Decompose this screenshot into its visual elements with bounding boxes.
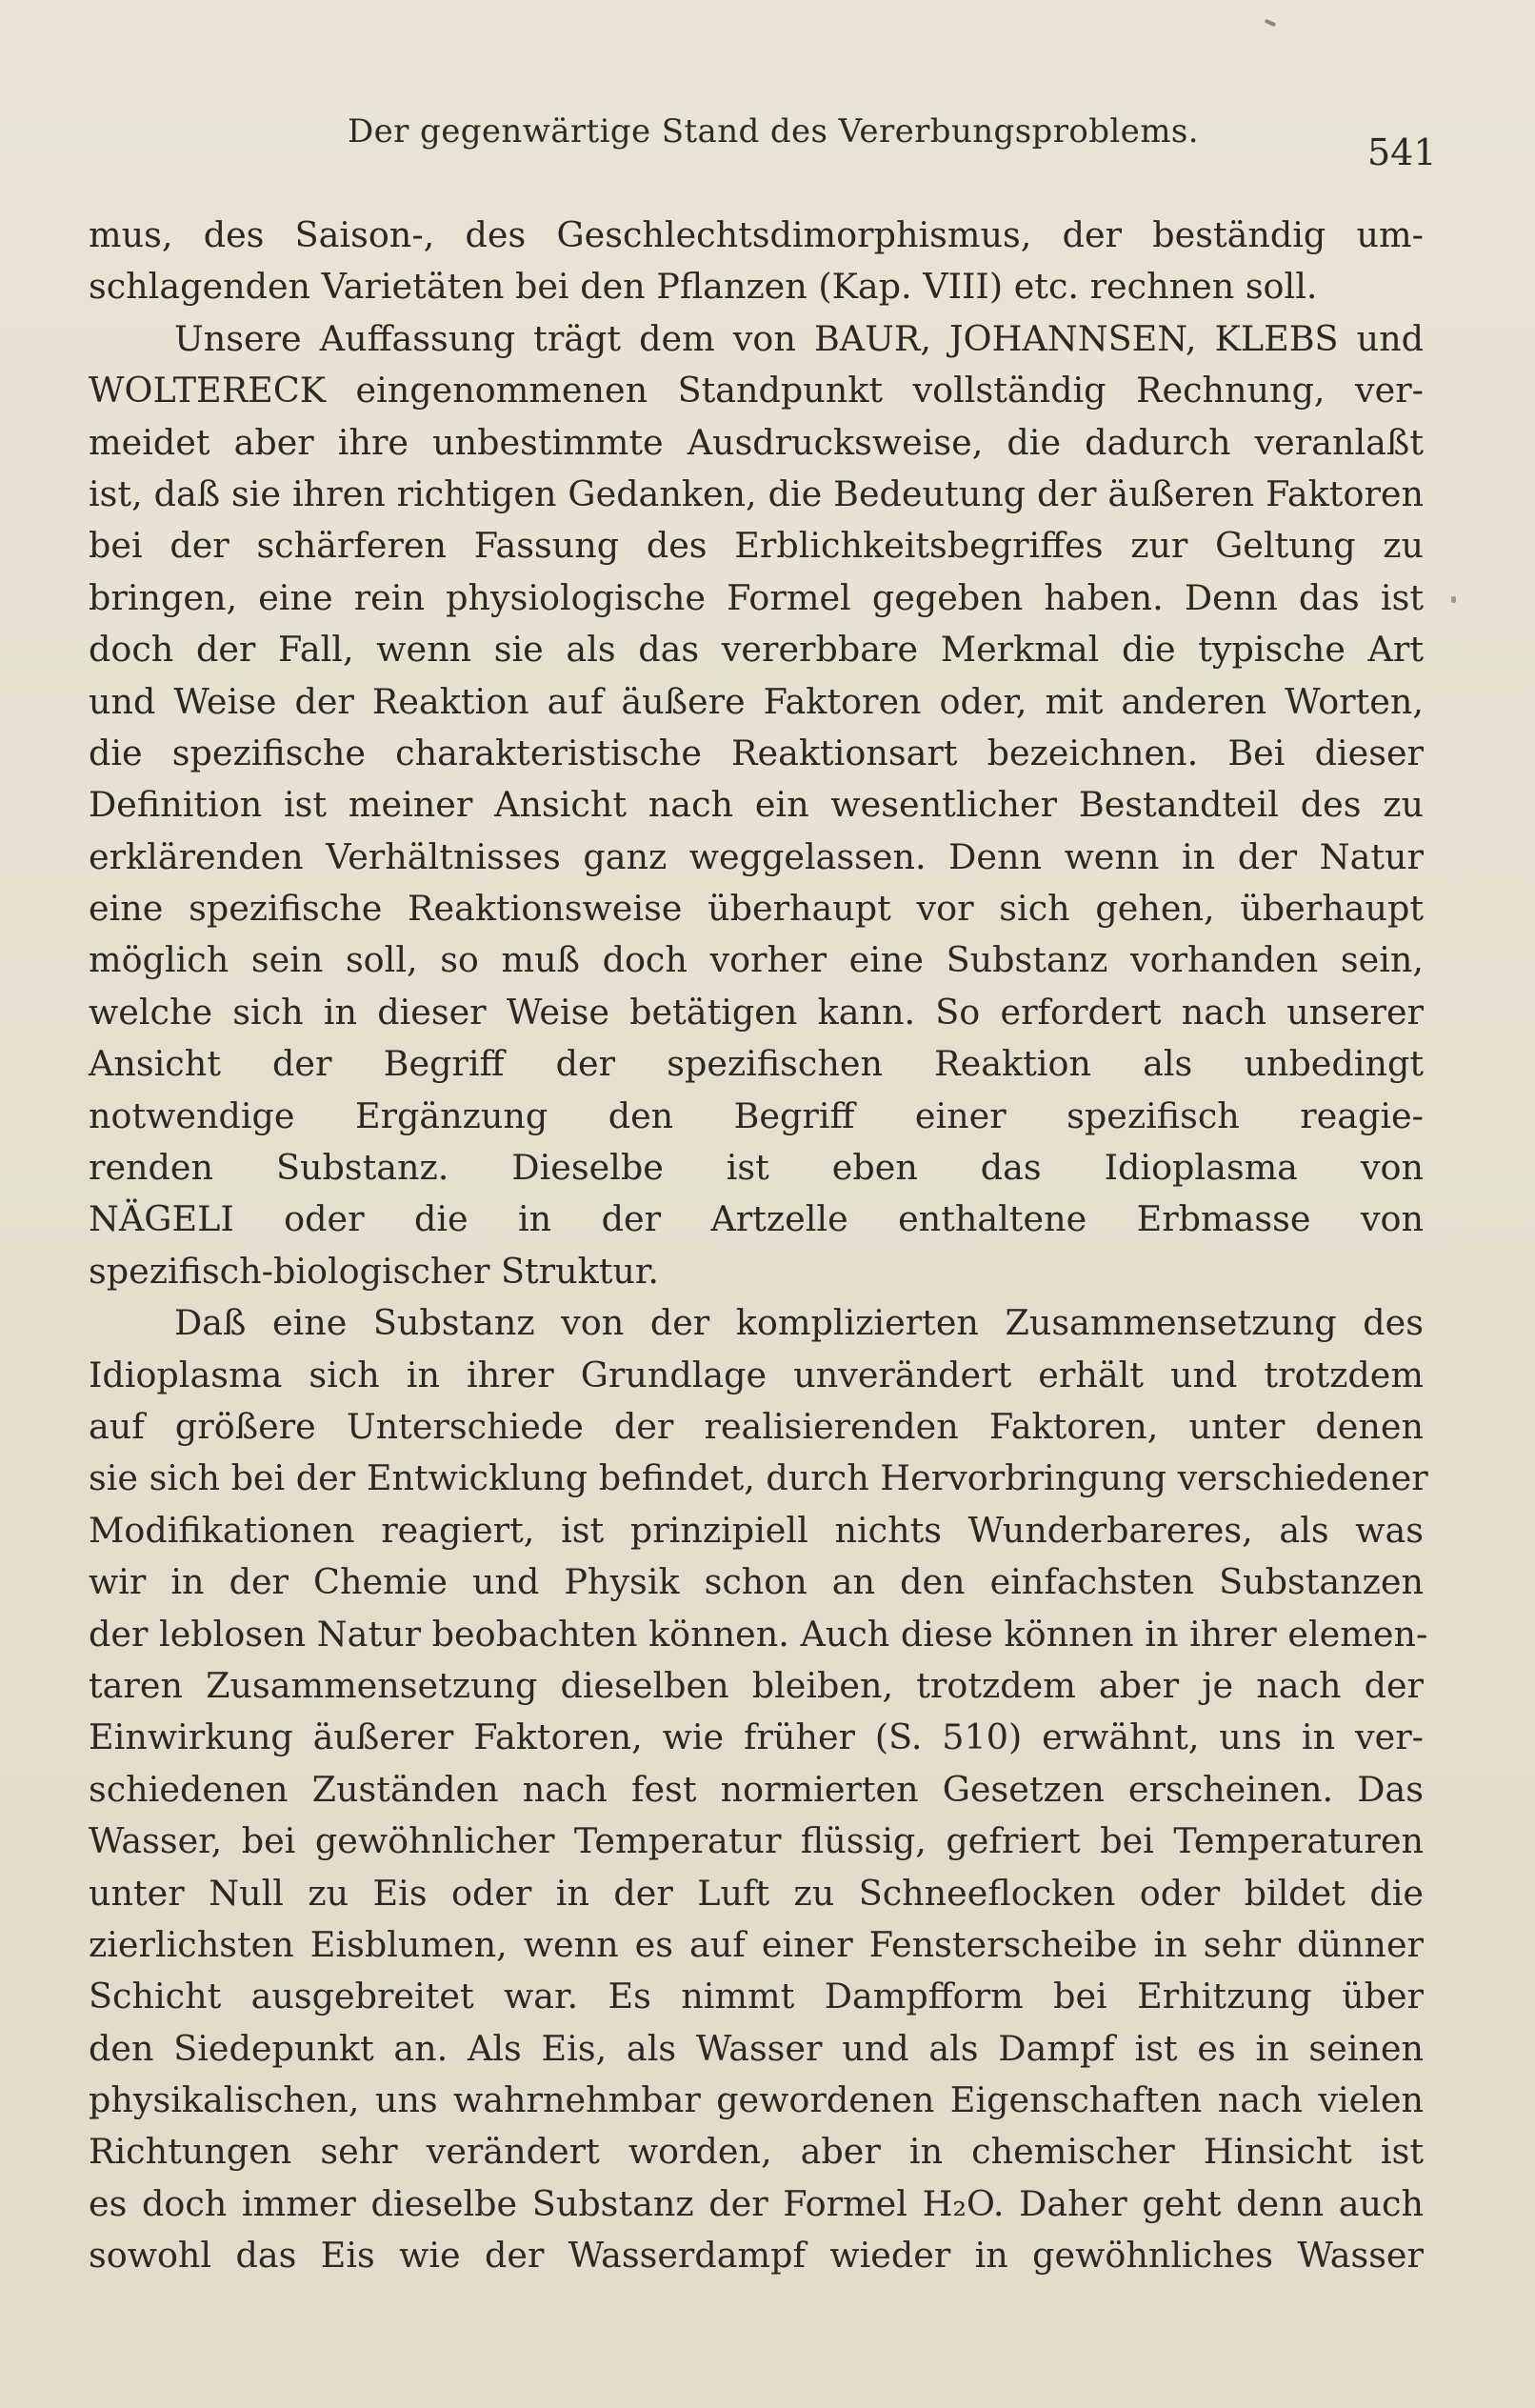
text-line: welche sich in dieser Weise betätigen kann. So erfordert nach unserer [89, 991, 1424, 1033]
text-line: Daß eine Substanz von der komplizierten Zusammensetzung des [174, 1302, 1424, 1344]
text-line: ist, daß sie ihren richtigen Gedanken, die Bedeutung der äußeren Faktoren [89, 472, 1424, 514]
text-line: meidet aber ihre unbestimmte Ausdrucksweise, die dadurch veranlaßt [89, 421, 1424, 463]
text-line: Modifikationen reagiert, ist prinzipiell nichts Wunderbareres, als was [89, 1509, 1424, 1551]
text-line: notwendige Ergänzung den Begriff einer spezifisch reagie- [89, 1094, 1424, 1136]
text-line: erklärenden Verhältnisses ganz weggelassen. Denn wenn in der Natur [89, 835, 1424, 877]
text-line: es doch immer dieselbe Substanz der Formel H₂O. Daher geht denn auch [89, 2182, 1424, 2224]
text-line: zierlichsten Eisblumen, wenn es auf einer Fensterscheibe in sehr dünner [89, 1923, 1424, 1965]
text-line: sowohl das Eis wie der Wasserdampf wieder in gewöhnliches Wasser [89, 2235, 1424, 2277]
page-header [0, 103, 1535, 173]
page-number: 541 [1367, 131, 1437, 173]
text-line: eine spezifische Reaktionsweise überhaupt vor sich gehen, überhaupt [89, 888, 1424, 930]
text-line: Schicht ausgebreitet war. Es nimmt Dampfform bei Erhitzung über [89, 1976, 1424, 2017]
body-text [89, 210, 1428, 2282]
text-line: Ansicht der Begriff der spezifischen Reaktion als unbedingt [89, 1043, 1424, 1085]
text-line: wir in der Chemie und Physik schon an den einfachsten Substanzen [89, 1561, 1424, 1603]
text-line: spezifisch-biologischer Struktur. [89, 1250, 659, 1292]
text-line: Wasser, bei gewöhnlicher Temperatur flüssig, gefriert bei Temperaturen [89, 1820, 1424, 1862]
text-line: möglich sein soll, so muß doch vorher eine Substanz vorhanden sein, [89, 939, 1424, 981]
text-line: Definition ist meiner Ansicht nach ein wesentlicher Bestandteil des zu [89, 784, 1424, 826]
text-line: Unsere Auffassung trägt dem von BAUR, JOHANNSEN, KLEBS und [174, 317, 1424, 359]
text-line: Einwirkung äußerer Faktoren, wie früher (S. 510) erwähnt, uns in ver- [89, 1716, 1424, 1758]
text-line: NÄGELI oder die in der Artzelle enthaltene Erbmasse von [89, 1198, 1424, 1240]
text-line: doch der Fall, wenn sie als das vererbbare Merkmal die typische Art [89, 629, 1424, 671]
text-line: Richtungen sehr verändert worden, aber in chemischer Hinsicht ist [89, 2131, 1424, 2173]
text-line: unter Null zu Eis oder in der Luft zu Schneeflocken oder bildet die [89, 1872, 1424, 1914]
paper-speck [1451, 596, 1456, 603]
text-line: taren Zusammensetzung dieselben bleiben, trotzdem aber je nach der [89, 1664, 1424, 1706]
running-title: Der gegenwärtige Stand des Vererbungsproblems. [348, 112, 1199, 150]
text-line: die spezifische charakteristische Reaktionsart bezeichnen. Bei dieser [89, 732, 1424, 773]
text-line: der leblosen Natur beobachten können. Auch diese können in ihrer elemen- [89, 1613, 1428, 1655]
text-line: auf größere Unterschiede der realisierenden Faktoren, unter denen [89, 1405, 1424, 1447]
text-line: bei der schärferen Fassung des Erblichkeitsbegriffes zur Geltung zu [89, 525, 1424, 567]
text-line: Idioplasma sich in ihrer Grundlage unverändert erhält und trotzdem [89, 1354, 1424, 1395]
text-line: sie sich bei der Entwicklung befindet, durch Hervorbringung verschiedener [89, 1457, 1428, 1499]
text-line: renden Substanz. Dieselbe ist eben das Idioplasma von [89, 1147, 1424, 1189]
text-line: den Siedepunkt an. Als Eis, als Wasser und als Dampf ist es in seinen [89, 2027, 1424, 2069]
text-line: physikalischen, uns wahrnehmbar gewordenen Eigenschaften nach vielen [89, 2079, 1424, 2121]
text-line: schlagenden Varietäten bei den Pflanzen (Kap. VIII) etc. rechnen soll. [89, 266, 1318, 308]
text-line: und Weise der Reaktion auf äußere Faktoren oder, mit anderen Worten, [89, 680, 1424, 722]
text-line: WOLTERECK eingenommenen Standpunkt vollständig Rechnung, ver- [89, 370, 1424, 411]
text-line: bringen, eine rein physiologische Formel gegeben haben. Denn das ist [89, 576, 1424, 618]
paper-speck [1265, 19, 1277, 28]
text-line: mus, des Saison-, des Geschlechtsdimorphismus, der beständig um- [89, 214, 1424, 255]
text-line: schiedenen Zuständen nach fest normierten Gesetzen erscheinen. Das [89, 1768, 1424, 1810]
